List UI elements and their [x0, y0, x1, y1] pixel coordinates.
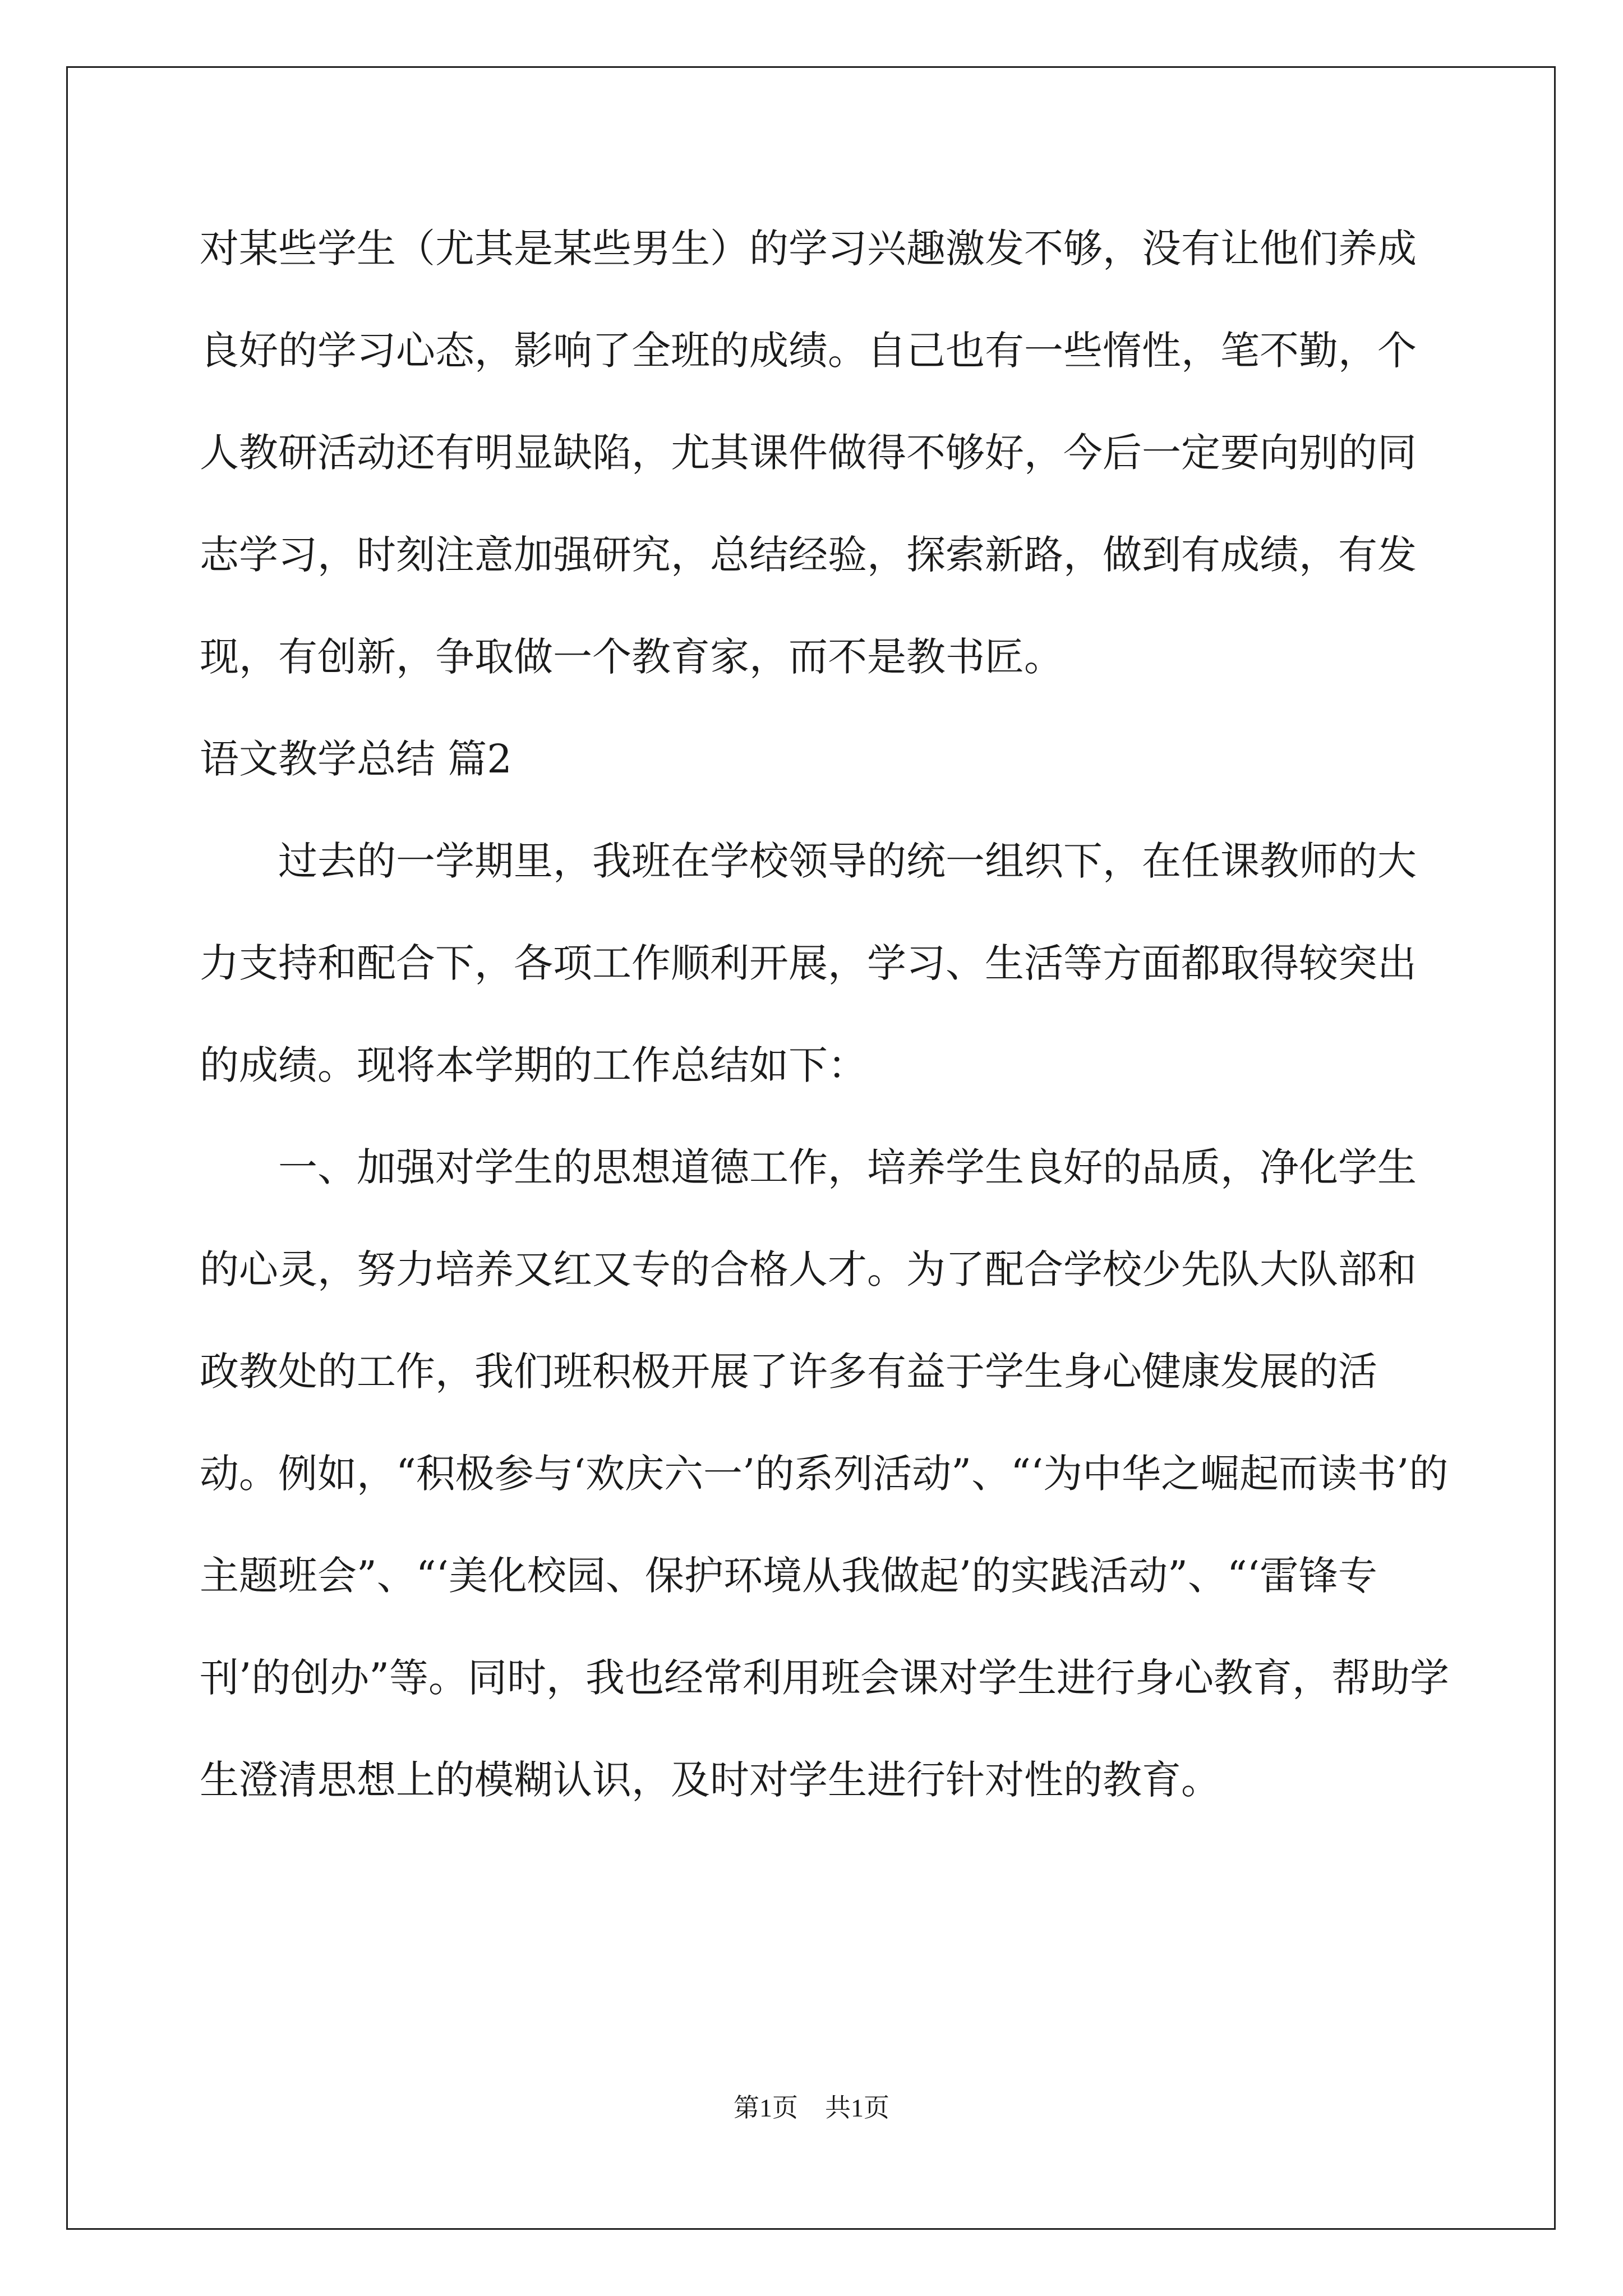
- page-footer: [0, 2091, 1623, 2125]
- section-heading: 语文教学总结 篇2: [200, 736, 512, 782]
- page-total: 共1页: [825, 2093, 889, 2122]
- page-number: 第1页: [734, 2093, 798, 2122]
- paragraph-continuation: 对某些学生（尤其是某些男生）的学习兴趣激发不够，没有让他们养成良好的学习心态，影响了全班的成绩。自己也有一些惰性，笔不勤，个人教研活动还有明显缺陷，尤其课件做得不够好，今后一定要向别的同志学习，时刻注意加强研究，总结经验，探索新路，做到有成绩，有发现，有创新，争取做一个教育家，而不是教书匠。: [200, 226, 1417, 680]
- paragraph-intro: 过去的一学期里，我班在学校领导的统一组织下，在任课教师的大力支持和配合下，各项工作顺利开展，学习、生活等方面都取得较突出的成绩。现将本学期的工作总结如下：: [200, 838, 1417, 1088]
- document-body: [200, 197, 1450, 1831]
- paragraph-point-one: 一、加强对学生的思想道德工作，培养学生良好的品质，净化学生的心灵，努力培养又红又专的合格人才。为了配合学校少先队大队部和政教处的工作，我们班积极开展了许多有益于学生身心健康发展的活动。例如，“积极参与‘欢庆六一’的系列活动”、“‘为中华之崛起而读书’的主题班会”、“‘美化校园、保护环境从我做起’的实践活动”、“‘雷锋专刊’的创办”等。同时，我也经常利用班会课对学生进行身心教育，帮助学生澄清思想上的模糊认识，及时对学生进行针对性的教育。: [200, 1144, 1450, 1803]
